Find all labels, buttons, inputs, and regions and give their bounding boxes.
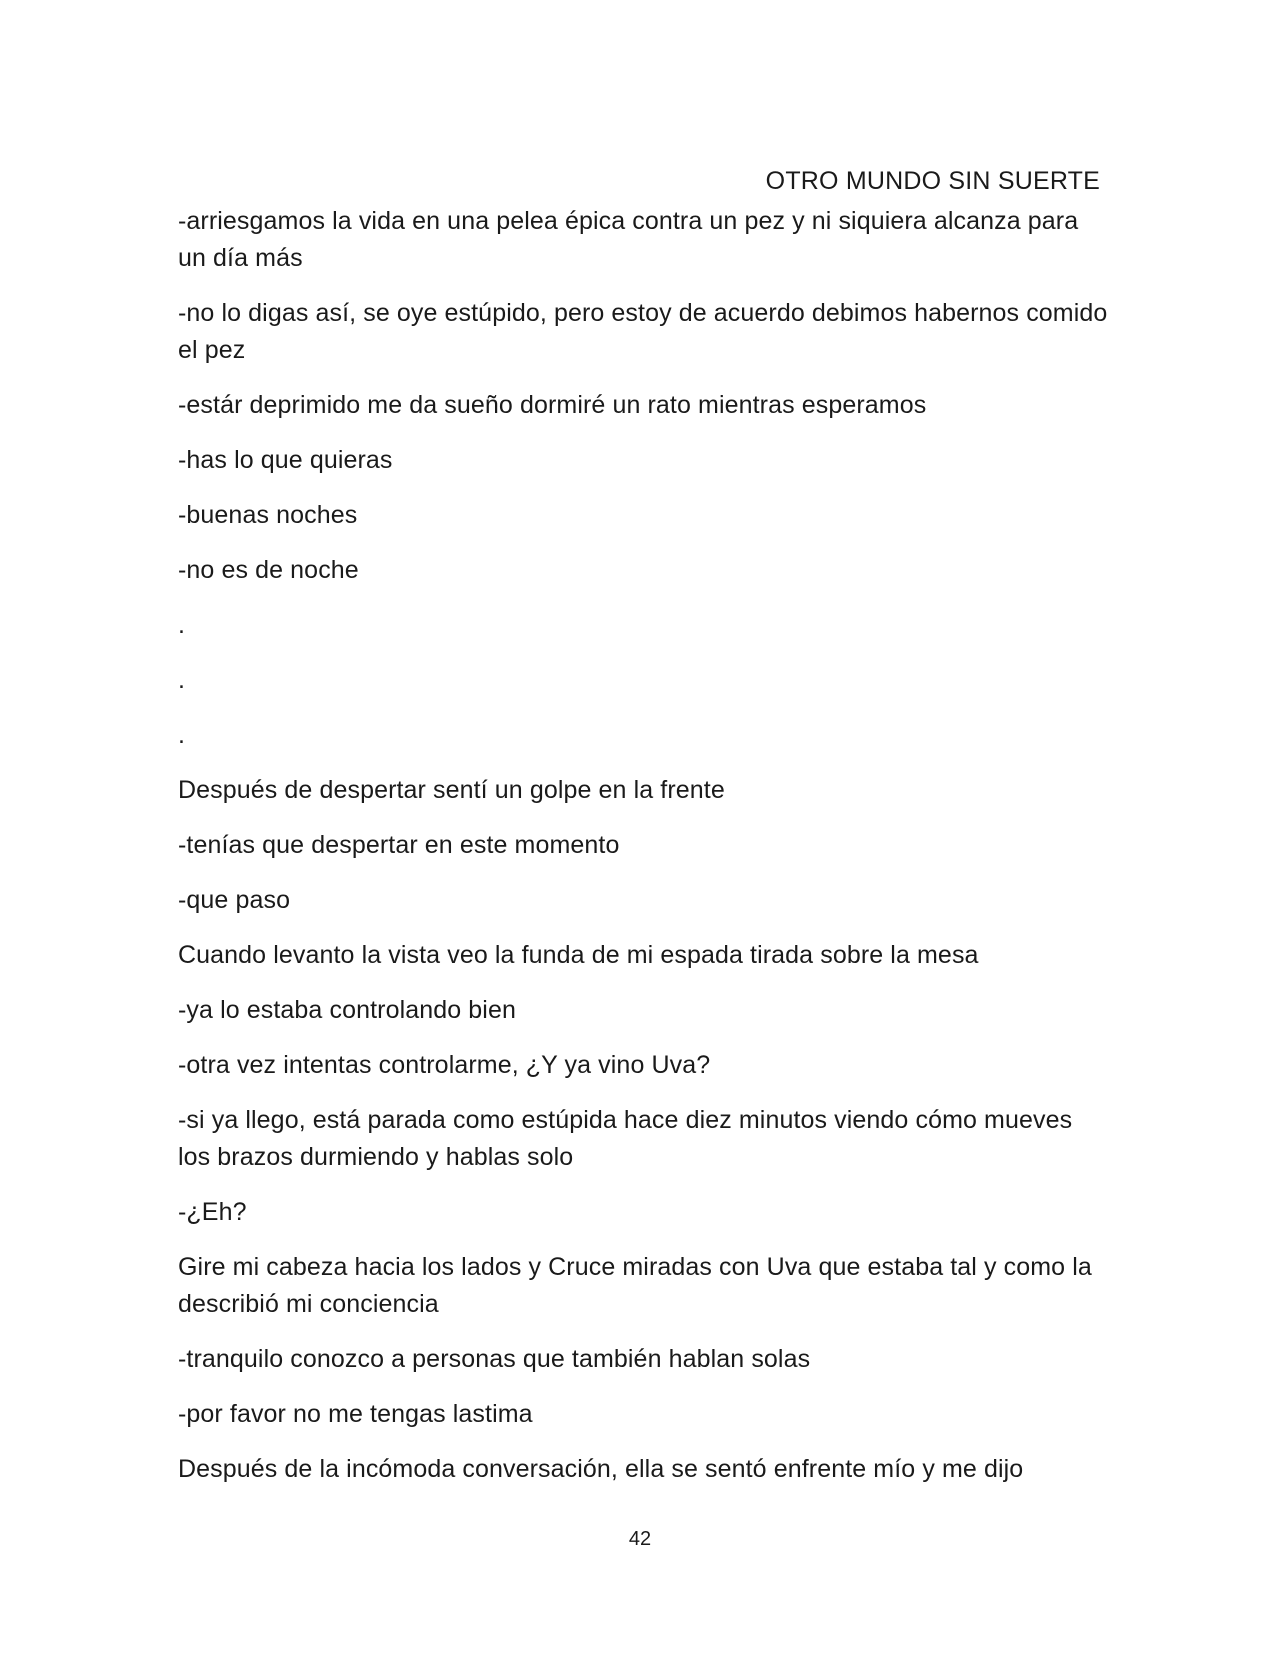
paragraph: -ya lo estaba controlando bien (178, 996, 516, 1024)
paragraph: -por favor no me tengas lastima (178, 1400, 533, 1428)
paragraph: -¿Eh? (178, 1198, 247, 1226)
paragraph: -arriesgamos la vida en una pelea épica contra un pez y ni siquiera alcanza para un día más (178, 207, 1079, 272)
paragraph: -si ya llego, está parada como estúpida hace diez minutos viendo cómo mueves los brazos durmiendo y hablas solo (178, 1106, 1073, 1171)
scene-break-dot: . (178, 721, 186, 749)
paragraph: -tenías que despertar en este momento (178, 831, 620, 859)
paragraph: -has lo que quieras (178, 446, 393, 474)
paragraph: -no es de noche (178, 556, 359, 584)
paragraph: Cuando levanto la vista veo la funda de mi espada tirada sobre la mesa (178, 941, 979, 969)
paragraph: -otra vez intentas controlarme, ¿Y ya vino Uva? (178, 1051, 711, 1079)
running-header: OTRO MUNDO SIN SUERTE (765, 167, 1100, 195)
body-text (178, 203, 1108, 1506)
paragraph: -buenas noches (178, 501, 358, 529)
scene-break-dot: . (178, 666, 186, 694)
paragraph: -que paso (178, 886, 291, 914)
paragraph: -tranquilo conozco a personas que también hablan solas (178, 1345, 811, 1373)
scene-break-dot: . (178, 611, 186, 639)
paragraph: -no lo digas así, se oye estúpido, pero estoy de acuerdo debimos habernos comido el pez (178, 299, 1108, 364)
paragraph: Después de la incómoda conversación, ella se sentó enfrente mío y me dijo (178, 1455, 1024, 1483)
paragraph: -estár deprimido me da sueño dormiré un rato mientras esperamos (178, 391, 927, 419)
paragraph: Después de despertar sentí un golpe en la frente (178, 776, 725, 804)
page-number: 42 (628, 1528, 652, 1550)
paragraph: Gire mi cabeza hacia los lados y Cruce miradas con Uva que estaba tal y como la describió mi conciencia (178, 1253, 1092, 1318)
